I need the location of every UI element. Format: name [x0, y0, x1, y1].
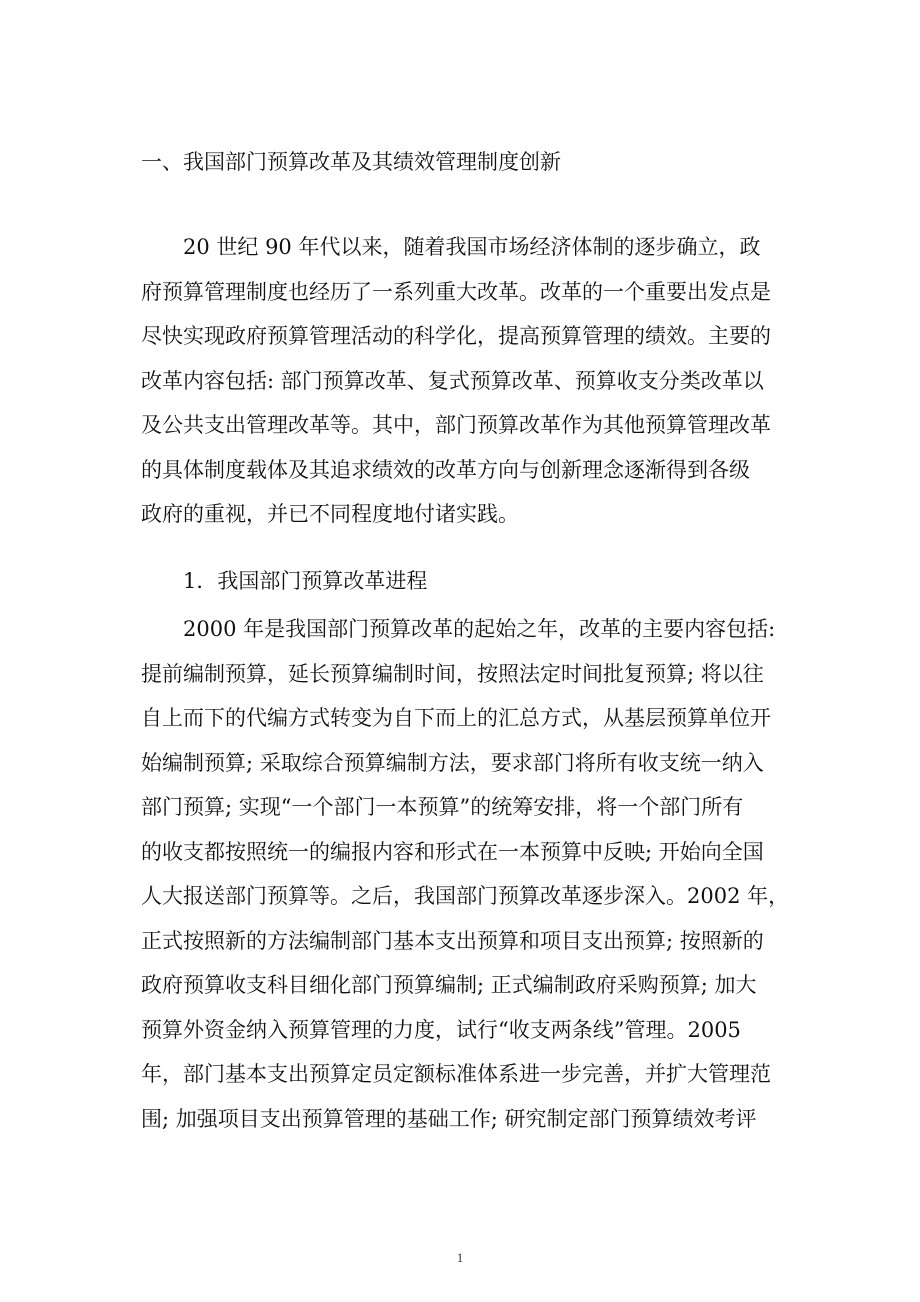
paragraph-line: 及公共支出管理改革等。其中，部门预算改革作为其他预算管理改革	[141, 413, 771, 437]
paragraph-line: 府预算管理制度也经历了一系列重大改革。改革的一个重要出发点是	[141, 279, 771, 304]
paragraph-line: 正式按照新的方法编制部门基本支出预算和项目支出预算; 按照新的	[141, 928, 764, 953]
paragraph-line: 始编制预算; 采取综合预算编制方法，要求部门将所有收支统一纳入	[141, 750, 764, 775]
paragraph-2	[141, 607, 790, 1141]
paragraph-line: 政府预算收支科目细化部门预算编制; 正式编制政府采购预算; 加大	[141, 973, 757, 997]
paragraph-line: 人大报送部门预算等。之后，我国部门预算改革逐步深入。2002 年，	[141, 884, 790, 908]
paragraph-line: 围; 加强项目支出预算管理的基础工作; 研究制定部门预算绩效考评	[141, 1106, 757, 1131]
paragraph-line: 尽快实现政府预算管理活动的科学化，提高预算管理的绩效。主要的	[141, 324, 771, 348]
paragraph-line: 政府的重视，并已不同程度地付诸实践。	[141, 502, 519, 526]
paragraph-line: 部门预算; 实现“一个部门一本预算”的统筹安排，将一个部门所有	[141, 795, 744, 819]
subsection-heading: 1．我国部门预算改革进程	[183, 569, 428, 593]
paragraph-line: 年，部门基本支出预算定员定额标准体系进一步完善，并扩大管理范	[141, 1062, 771, 1086]
paragraph-line: 20 世纪 90 年代以来，随着我国市场经济体制的逐步确立，政	[183, 235, 761, 259]
paragraph-line: 的收支都按照统一的编报内容和形式在一本预算中反映; 开始向全国	[141, 839, 764, 864]
paragraph-line: 2000 年是我国部门预算改革的起始之年，改革的主要内容包括:	[183, 617, 776, 641]
paragraph-1	[141, 225, 781, 537]
section-heading: 一、我国部门预算改革及其绩效管理制度创新	[141, 150, 561, 174]
paragraph-line: 提前编制预算，延长预算编制时间，按照法定时间批复预算; 将以往	[141, 661, 764, 686]
paragraph-line: 改革内容包括: 部门预算改革、复式预算改革、预算收支分类改革以	[141, 368, 764, 393]
paragraph-line: 的具体制度载体及其追求绩效的改革方向与创新理念逐渐得到各级	[141, 457, 750, 482]
page-number: 1	[456, 1250, 464, 1265]
paragraph-line: 预算外资金纳入预算管理的力度，试行“收支两条线”管理。2005	[141, 1017, 741, 1042]
paragraph-line: 自上而下的代编方式转变为自下而上的汇总方式，从基层预算单位开	[141, 706, 771, 730]
